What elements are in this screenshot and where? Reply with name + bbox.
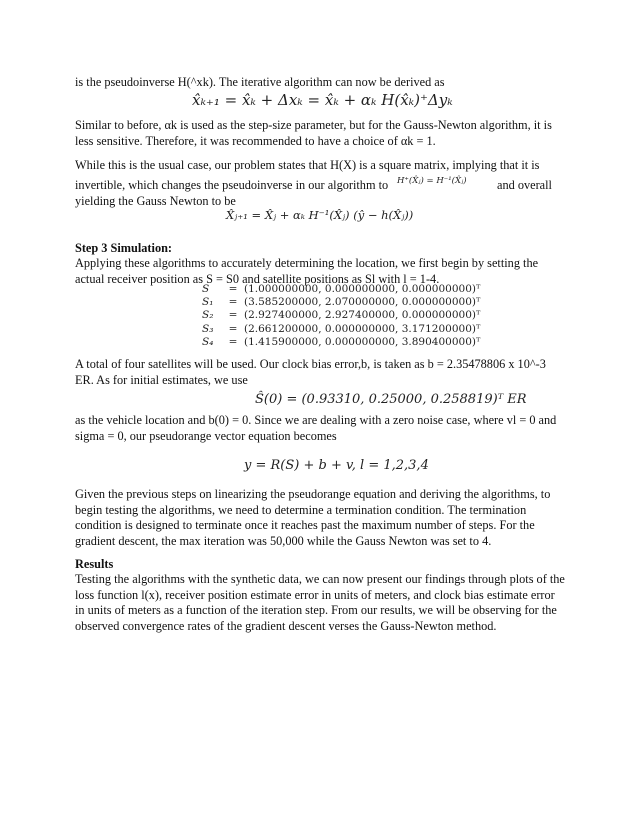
heading-results: Results [75,557,114,571]
equation-inline-pseudoinverse: H⁺(X̂ⱼ) = H⁻¹(X̂ⱼ) [397,176,467,186]
paragraph-square-matrix: While this is the usual case, our problem states that H(X) is a square matrix, implying that it is [75,158,540,172]
paragraph-results: Testing the algorithms with the synthetic data, we can now present our findings through plots of the loss function l(x), receiver position estimate error in units of meters, and clock bias estimate error in units of meters as a function of the iteration step. From our results, we will be observing for the observed convergence rates of the gradient descent verses the Gauss-Newton method. [75,572,565,633]
satellite-row: S₁ = (3.585200000, 2.070000000, 0.000000000)ᵀ [202,296,481,309]
paragraph-step-size: Similar to before, αk is used as the step-size parameter, but for the Gauss-Newton algorithm, it is less sensitive. Therefore, it was recommended to have a choice of αk = 1. [75,118,552,148]
paragraph-applying: Applying these algorithms to accurately determining the location, we first begin by setting the actual receiver position as S = S0 and satellite positions as Sl with l = 1-4. [75,256,539,286]
equation-initial-estimate: Ŝ(0) = (0.93310, 0.25000, 0.258819)ᵀ ER [255,392,527,407]
satellite-row: S = (1.000000000, 0.000000000, 0.000000000)ᵀ [202,283,481,295]
satellite-row: S₄ = (1.415900000, 0.000000000, 3.890400000)ᵀ [202,335,481,348]
paragraph-invertible: invertible, which changes the pseudoinverse in our algorithm to [75,178,389,192]
paragraph-termination: Given the previous steps on linearizing the pseudorange equation and deriving the algorithms, to begin testing the algorithms, we need to determine a termination condition. The termination condition is designed to terminate once it reaches past the maximum number of steps. For the gradient descent, the max iteration was 50,000 while the Gauss Newton was set to 4. [75,487,551,548]
paragraph-yielding: yielding the Gauss Newton to be [75,194,236,208]
satellite-row: S₃ = (2.661200000, 0.000000000, 3.171200000)ᵀ [202,322,481,335]
paragraph-and-overall: and overall [497,178,552,192]
equation-gauss-newton: X̂ⱼ₊₁ = X̂ⱼ + αₖ H⁻¹(X̂ⱼ) (ŷ − h(X̂ⱼ)) [226,208,414,222]
equation-pseudorange: y = R(S) + b + v, l = 1,2,3,4 [244,458,429,473]
paragraph-pseudoinverse: is the pseudoinverse H(^xk). The iterative algorithm can now be derived as [75,75,445,89]
satellite-row: S₂ = (2.927400000, 2.927400000, 0.000000000)ᵀ [202,309,481,322]
heading-step3: Step 3 Simulation: [75,241,173,255]
equation-iterative-update: x̂ₖ₊₁ = x̂ₖ + Δxₖ = x̂ₖ + αₖ H(x̂ₖ)⁺Δyₖ [192,91,453,109]
paragraph-vehicle-location: as the vehicle location and b(0) = 0. Since we are dealing with a zero noise case, where vl = 0 and sigma = 0, our pseudorange vector equation becomes [75,413,557,443]
satellite-positions-table [202,283,480,349]
paragraph-clock-bias: A total of four satellites will be used. Our clock bias error,b, is taken as b = 2.35478806 x 10^-3 ER. As for initial estimates, we use [75,357,546,387]
